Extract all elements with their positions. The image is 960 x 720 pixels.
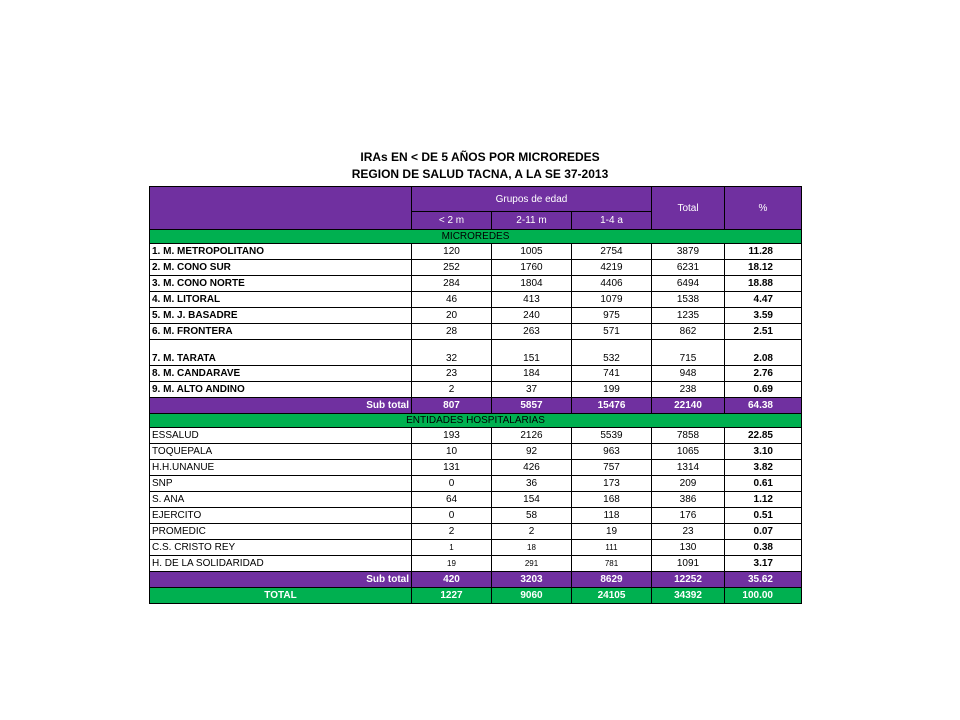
row-name: H. DE LA SOLIDARIDAD bbox=[150, 556, 412, 572]
table-row bbox=[150, 492, 802, 508]
cell-total: 130 bbox=[652, 540, 725, 556]
cell-1-4a: 4406 bbox=[572, 276, 652, 292]
cell-1-4a: 4219 bbox=[572, 260, 652, 276]
cell-total: 3879 bbox=[652, 244, 725, 260]
cell-lt-2m: 10 bbox=[412, 444, 492, 460]
table-row bbox=[150, 460, 802, 476]
cell-1-4a: 199 bbox=[572, 382, 652, 398]
row-name: 6. M. FRONTERA bbox=[150, 324, 412, 340]
cell-2-11m: 2126 bbox=[492, 428, 572, 444]
row-name: SNP bbox=[150, 476, 412, 492]
table-row bbox=[150, 556, 802, 572]
cell-2-11m: 1804 bbox=[492, 276, 572, 292]
cell-percent: 3.82 bbox=[725, 460, 802, 476]
table-row bbox=[150, 524, 802, 540]
table-row bbox=[150, 540, 802, 556]
cell-2-11m: 18 bbox=[492, 540, 572, 556]
cell-percent: 11.28 bbox=[725, 244, 802, 260]
cell-2-11m: 36 bbox=[492, 476, 572, 492]
subtotal-ent-c: 8629 bbox=[572, 572, 652, 588]
header-total: Total bbox=[652, 187, 725, 230]
cell-2-11m: 154 bbox=[492, 492, 572, 508]
cell-total: 862 bbox=[652, 324, 725, 340]
cell-2-11m: 2 bbox=[492, 524, 572, 540]
table-row bbox=[150, 292, 802, 308]
cell-total: 715 bbox=[652, 340, 725, 366]
cell-1-4a: 5539 bbox=[572, 428, 652, 444]
row-name: 2. M. CONO SUR bbox=[150, 260, 412, 276]
cell-1-4a: 1079 bbox=[572, 292, 652, 308]
report-title: IRAs EN < DE 5 AÑOS POR MICROREDES bbox=[360, 150, 600, 164]
table-row bbox=[150, 476, 802, 492]
table-row bbox=[150, 260, 802, 276]
grand-total-label: TOTAL bbox=[150, 588, 412, 604]
cell-2-11m: 151 bbox=[492, 340, 572, 366]
cell-lt-2m: 20 bbox=[412, 308, 492, 324]
row-name: 3. M. CONO NORTE bbox=[150, 276, 412, 292]
cell-lt-2m: 0 bbox=[412, 508, 492, 524]
row-name: ESSALUD bbox=[150, 428, 412, 444]
cell-total: 6494 bbox=[652, 276, 725, 292]
grand-total-pct: 100.00 bbox=[725, 588, 802, 604]
cell-2-11m: 263 bbox=[492, 324, 572, 340]
row-name: 1. M. METROPOLITANO bbox=[150, 244, 412, 260]
cell-lt-2m: 0 bbox=[412, 476, 492, 492]
row-name: EJERCITO bbox=[150, 508, 412, 524]
table-row bbox=[150, 428, 802, 444]
cell-percent: 0.69 bbox=[725, 382, 802, 398]
cell-2-11m: 184 bbox=[492, 366, 572, 382]
row-name: PROMEDIC bbox=[150, 524, 412, 540]
subtotal-micro-c: 15476 bbox=[572, 398, 652, 414]
row-name: 7. M. TARATA bbox=[150, 340, 412, 366]
header-1-4a: 1-4 a bbox=[572, 212, 652, 230]
cell-total: 948 bbox=[652, 366, 725, 382]
header-lt-2m: < 2 m bbox=[412, 212, 492, 230]
cell-lt-2m: 252 bbox=[412, 260, 492, 276]
row-name: 4. M. LITORAL bbox=[150, 292, 412, 308]
table-row bbox=[150, 324, 802, 340]
cell-percent: 18.12 bbox=[725, 260, 802, 276]
cell-1-4a: 19 bbox=[572, 524, 652, 540]
cell-2-11m: 37 bbox=[492, 382, 572, 398]
table-row bbox=[150, 382, 802, 398]
cell-percent: 0.51 bbox=[725, 508, 802, 524]
cell-percent: 3.59 bbox=[725, 308, 802, 324]
section-microredes: MICROREDES bbox=[150, 230, 802, 244]
cell-2-11m: 1005 bbox=[492, 244, 572, 260]
row-name: 5. M. J. BASADRE bbox=[150, 308, 412, 324]
table-row bbox=[150, 508, 802, 524]
cell-lt-2m: 2 bbox=[412, 524, 492, 540]
iras-table bbox=[149, 186, 802, 604]
grand-total-total: 34392 bbox=[652, 588, 725, 604]
cell-1-4a: 963 bbox=[572, 444, 652, 460]
cell-total: 386 bbox=[652, 492, 725, 508]
cell-total: 23 bbox=[652, 524, 725, 540]
cell-1-4a: 781 bbox=[572, 556, 652, 572]
cell-1-4a: 532 bbox=[572, 340, 652, 366]
subtotal-ent-pct: 35.62 bbox=[725, 572, 802, 588]
cell-percent: 2.76 bbox=[725, 366, 802, 382]
cell-percent: 18.88 bbox=[725, 276, 802, 292]
header-corner bbox=[150, 187, 412, 230]
cell-total: 1065 bbox=[652, 444, 725, 460]
table-row bbox=[150, 340, 802, 366]
cell-1-4a: 975 bbox=[572, 308, 652, 324]
subtotal-micro-a: 807 bbox=[412, 398, 492, 414]
table-row bbox=[150, 276, 802, 292]
subtotal-ent-b: 3203 bbox=[492, 572, 572, 588]
cell-1-4a: 571 bbox=[572, 324, 652, 340]
cell-percent: 2.08 bbox=[725, 340, 802, 366]
cell-percent: 3.17 bbox=[725, 556, 802, 572]
cell-lt-2m: 19 bbox=[412, 556, 492, 572]
cell-lt-2m: 120 bbox=[412, 244, 492, 260]
cell-2-11m: 413 bbox=[492, 292, 572, 308]
cell-total: 1538 bbox=[652, 292, 725, 308]
cell-1-4a: 168 bbox=[572, 492, 652, 508]
subtotal-micro-label: Sub total bbox=[150, 398, 412, 414]
grand-total-a: 1227 bbox=[412, 588, 492, 604]
cell-percent: 3.10 bbox=[725, 444, 802, 460]
cell-percent: 0.61 bbox=[725, 476, 802, 492]
section-entidades: ENTIDADES HOSPITALARIAS bbox=[150, 414, 802, 428]
cell-total: 176 bbox=[652, 508, 725, 524]
cell-1-4a: 2754 bbox=[572, 244, 652, 260]
cell-1-4a: 111 bbox=[572, 540, 652, 556]
row-name: TOQUEPALA bbox=[150, 444, 412, 460]
table-row bbox=[150, 244, 802, 260]
cell-total: 238 bbox=[652, 382, 725, 398]
entidades-rows bbox=[150, 428, 802, 572]
cell-total: 6231 bbox=[652, 260, 725, 276]
report-subtitle: REGION DE SALUD TACNA, A LA SE 37-2013 bbox=[351, 167, 609, 181]
grand-total-c: 24105 bbox=[572, 588, 652, 604]
row-name: 8. M. CANDARAVE bbox=[150, 366, 412, 382]
cell-total: 1314 bbox=[652, 460, 725, 476]
subtotal-micro-b: 5857 bbox=[492, 398, 572, 414]
cell-2-11m: 240 bbox=[492, 308, 572, 324]
cell-2-11m: 92 bbox=[492, 444, 572, 460]
cell-total: 7858 bbox=[652, 428, 725, 444]
cell-percent: 22.85 bbox=[725, 428, 802, 444]
subtotal-ent-label: Sub total bbox=[150, 572, 412, 588]
subtotal-micro-total: 22140 bbox=[652, 398, 725, 414]
row-name: S. ANA bbox=[150, 492, 412, 508]
cell-lt-2m: 2 bbox=[412, 382, 492, 398]
cell-lt-2m: 131 bbox=[412, 460, 492, 476]
row-name: H.H.UNANUE bbox=[150, 460, 412, 476]
cell-lt-2m: 32 bbox=[412, 340, 492, 366]
cell-lt-2m: 284 bbox=[412, 276, 492, 292]
cell-1-4a: 173 bbox=[572, 476, 652, 492]
cell-1-4a: 757 bbox=[572, 460, 652, 476]
cell-percent: 4.47 bbox=[725, 292, 802, 308]
cell-lt-2m: 64 bbox=[412, 492, 492, 508]
subtotal-micro-pct: 64.38 bbox=[725, 398, 802, 414]
subtotal-ent-total: 12252 bbox=[652, 572, 725, 588]
row-name: 9. M. ALTO ANDINO bbox=[150, 382, 412, 398]
cell-total: 1091 bbox=[652, 556, 725, 572]
cell-percent: 0.07 bbox=[725, 524, 802, 540]
cell-lt-2m: 46 bbox=[412, 292, 492, 308]
cell-total: 1235 bbox=[652, 308, 725, 324]
header-percent: % bbox=[725, 187, 802, 230]
row-name: C.S. CRISTO REY bbox=[150, 540, 412, 556]
subtotal-ent-a: 420 bbox=[412, 572, 492, 588]
cell-lt-2m: 193 bbox=[412, 428, 492, 444]
cell-lt-2m: 23 bbox=[412, 366, 492, 382]
cell-total: 209 bbox=[652, 476, 725, 492]
cell-percent: 1.12 bbox=[725, 492, 802, 508]
table-row bbox=[150, 366, 802, 382]
cell-2-11m: 426 bbox=[492, 460, 572, 476]
cell-lt-2m: 1 bbox=[412, 540, 492, 556]
cell-1-4a: 118 bbox=[572, 508, 652, 524]
header-2-11m: 2-11 m bbox=[492, 212, 572, 230]
table-row bbox=[150, 444, 802, 460]
header-grupos-edad: Grupos de edad bbox=[412, 187, 652, 212]
grand-total-b: 9060 bbox=[492, 588, 572, 604]
table-row bbox=[150, 308, 802, 324]
cell-1-4a: 741 bbox=[572, 366, 652, 382]
microredes-rows bbox=[150, 244, 802, 398]
cell-2-11m: 1760 bbox=[492, 260, 572, 276]
cell-lt-2m: 28 bbox=[412, 324, 492, 340]
cell-2-11m: 58 bbox=[492, 508, 572, 524]
cell-2-11m: 291 bbox=[492, 556, 572, 572]
cell-percent: 0.38 bbox=[725, 540, 802, 556]
cell-percent: 2.51 bbox=[725, 324, 802, 340]
